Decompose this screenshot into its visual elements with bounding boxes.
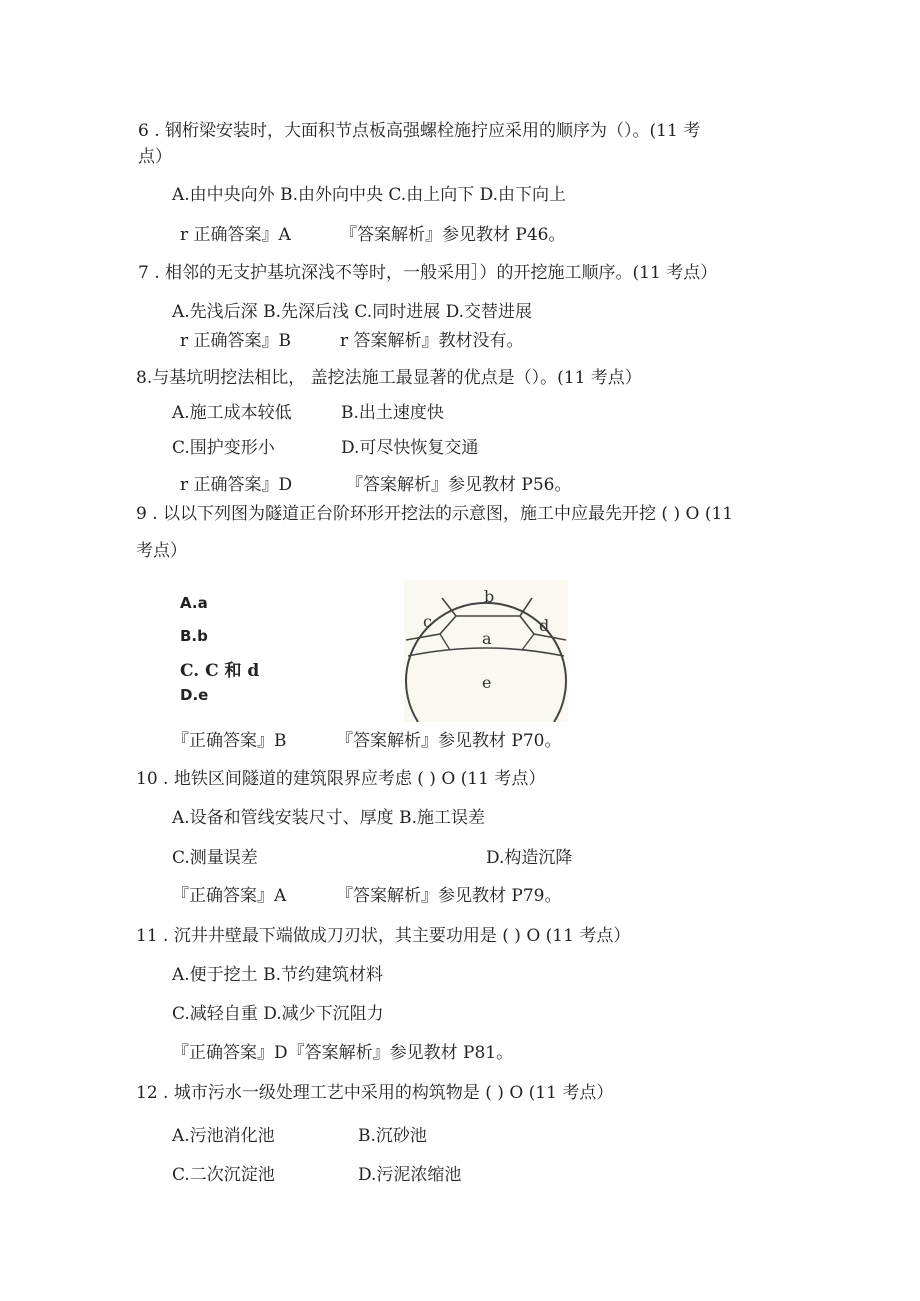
q10-option-ab: A.设备和管线安装尺寸、厚度 B.施工误差: [172, 808, 485, 828]
q8-stem: 8.与基坑明挖法相比， 盖挖法施工最显著的优点是（）。(11 考点）: [136, 368, 642, 388]
q12-option-d: D.污泥浓缩池: [358, 1165, 462, 1185]
diagram-label-e: e: [482, 673, 492, 692]
q6-analysis: 『答案解析』参见教材 P46。: [340, 225, 566, 245]
q10-option-c: C.测量误差: [172, 848, 258, 868]
q9-answer: 『正确答案』B: [172, 731, 287, 751]
q9-option-d: D.e: [180, 686, 209, 704]
q10-analysis: 『答案解析』参见教材 P79。: [336, 886, 562, 906]
q9-stem-line2: 考点）: [136, 541, 187, 561]
q7-stem: 7 . 相邻的无支护基坑深浅不等时，一般采用］）的开挖施工顺序。(11 考点）: [138, 263, 718, 283]
q7-options: A.先浅后深 B.先深后浅 C.同时进展 D.交替进展: [172, 302, 533, 322]
diagram-label-b: b: [484, 587, 495, 606]
q9-option-c: C. C 和 d: [180, 661, 260, 681]
q10-answer: 『正确答案』A: [172, 886, 287, 906]
q8-option-a: A.施工成本较低: [172, 403, 292, 423]
q12-option-b: B.沉砂池: [358, 1126, 427, 1146]
q6-answer: r 正确答案』A: [180, 225, 291, 245]
q12-option-a: A.污池消化池: [172, 1126, 275, 1146]
diagram-label-a: a: [482, 629, 492, 648]
q11-answer: 『正确答案』D『答案解析』参见教材 P81。: [172, 1043, 514, 1063]
q9-stem-line1: 9 . 以以下列图为隧道正台阶环形开挖法的示意图，施工中应最先开挖 ( ) O (11: [136, 504, 734, 524]
q8-answer: r 正确答案』D: [180, 475, 293, 495]
q11-stem: 11 . 沉井井壁最下端做成刀刃状，其主要功用是 ( ) O (11 考点）: [136, 926, 631, 946]
q12-option-c: C.二次沉淀池: [172, 1165, 275, 1185]
q6-options: A.由中央向外 B.由外向中央 C.由上向下 D.由下向上: [172, 185, 567, 205]
q11-option-cd: C.减轻自重 D.减少下沉阻力: [172, 1004, 384, 1024]
tunnel-excavation-diagram: [404, 580, 568, 722]
q8-option-b: B.出土速度快: [341, 403, 444, 423]
q6-stem-line2: 点）: [138, 147, 172, 167]
q9-analysis: 『答案解析』参见教材 P70。: [336, 731, 562, 751]
q10-stem: 10 . 地铁区间隧道的建筑限界应考虑 ( ) O (11 考点）: [136, 769, 546, 789]
q9-option-b: B.b: [180, 627, 208, 645]
q10-option-d: D.构造沉降: [486, 848, 573, 868]
q7-analysis: r 答案解析』教材没有。: [340, 331, 524, 351]
q8-analysis: 『答案解析』参见教材 P56。: [346, 475, 572, 495]
q6-stem-line1: 6 . 钢桁梁安装时，大面积节点板高强螺栓施拧应采用的顺序为（）。(11 考: [138, 121, 701, 141]
q12-stem: 12 . 城市污水一级处理工艺中采用的构筑物是 ( ) O (11 考点）: [136, 1083, 614, 1103]
diagram-label-d: d: [539, 616, 550, 635]
q8-option-c: C.围护变形小: [172, 438, 275, 458]
q7-answer: r 正确答案』B: [180, 331, 292, 351]
diagram-label-c: c: [423, 612, 432, 631]
q11-option-ab: A.便于挖土 B.节约建筑材料: [172, 965, 383, 985]
q8-option-d: D.可尽快恢复交通: [341, 438, 479, 458]
q9-option-a: A.a: [180, 594, 208, 612]
